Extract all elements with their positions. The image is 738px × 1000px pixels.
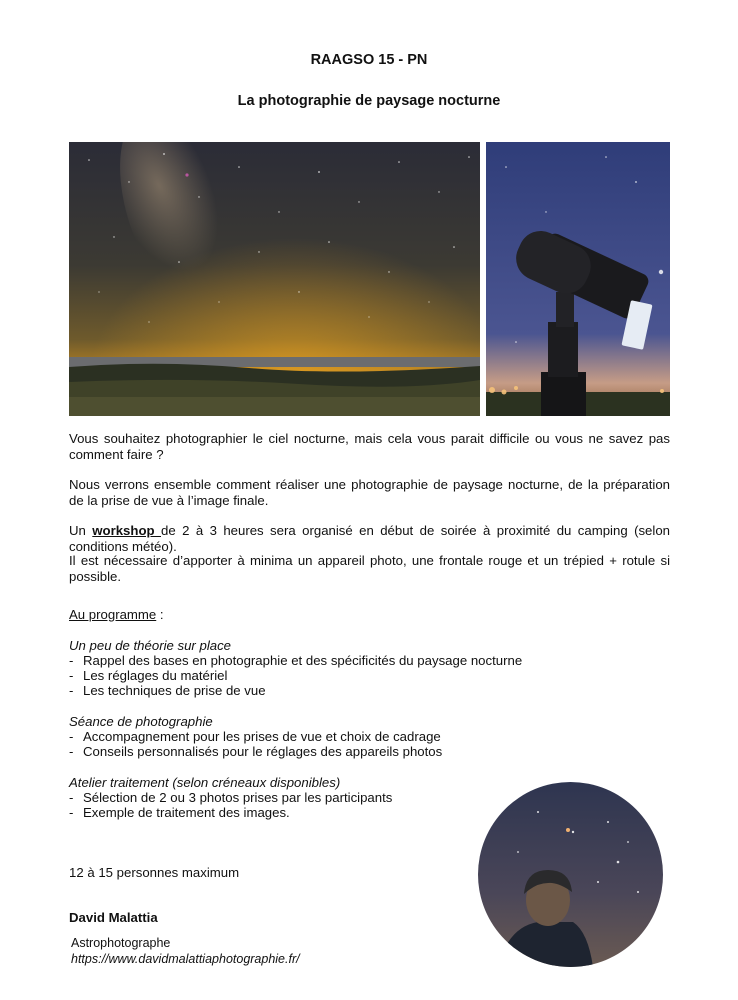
workshop-text: de 2 à 3 heures sera organisé en début de soirée à proximité du camping (selon conditions météo). <box>69 523 670 554</box>
author-name: David Malattia <box>69 910 158 925</box>
list-item: - Les techniques de prise de vue <box>69 683 522 698</box>
theory-list <box>69 653 522 699</box>
intro-paragraph-2: Nous verrons ensemble comment réaliser une photographie de paysage nocturne, de la préparation de la prise de vue à l’image finale. <box>69 477 670 508</box>
list-item: - Exemple de traitement des images. <box>69 805 392 820</box>
workshop-paragraph <box>69 523 670 554</box>
section-title-photography: Séance de photographie <box>69 714 213 729</box>
milky-way-landscape-photo <box>69 142 480 416</box>
section-title-processing: Atelier traitement (selon créneaux disponibles) <box>69 775 341 790</box>
list-item: - Sélection de 2 ou 3 photos prises par les participants <box>69 790 392 805</box>
document-subtitle: La photographie de paysage nocturne <box>237 93 501 109</box>
list-item: - Les réglages du matériel <box>69 668 522 683</box>
author-website-link[interactable]: https://www.davidmalattiaphotographie.fr/ <box>71 952 300 966</box>
photography-list <box>69 729 442 759</box>
camera-on-tripod-photo <box>486 142 670 416</box>
section-title-theory: Un peu de théorie sur place <box>69 638 232 653</box>
workshop-prefix: Un <box>69 523 93 538</box>
document-title: RAAGSO 15 - PN <box>310 52 428 68</box>
intro-paragraph-1: Vous souhaitez photographier le ciel nocturne, mais cela vous parait difficile ou vous ne savez pas comment faire ? <box>69 431 670 462</box>
photographer-portrait-photo <box>478 782 663 967</box>
program-heading-label: Au programme <box>69 607 157 622</box>
workshop-keyword: workshop <box>92 523 161 538</box>
program-heading <box>69 607 164 623</box>
list-item: - Rappel des bases en photographie et des spécificités du paysage nocturne <box>69 653 522 668</box>
equipment-paragraph: Il est nécessaire d’apporter à minima un appareil photo, une frontale rouge et un trépied + rotule si possible. <box>69 553 670 584</box>
capacity-text: 12 à 15 personnes maximum <box>69 865 240 880</box>
list-item: - Conseils personnalisés pour le réglages des appareils photos <box>69 744 442 759</box>
processing-list <box>69 790 392 820</box>
author-role: Astrophotographe <box>71 936 171 950</box>
program-heading-colon: : <box>156 607 164 622</box>
list-item: - Accompagnement pour les prises de vue et choix de cadrage <box>69 729 442 744</box>
